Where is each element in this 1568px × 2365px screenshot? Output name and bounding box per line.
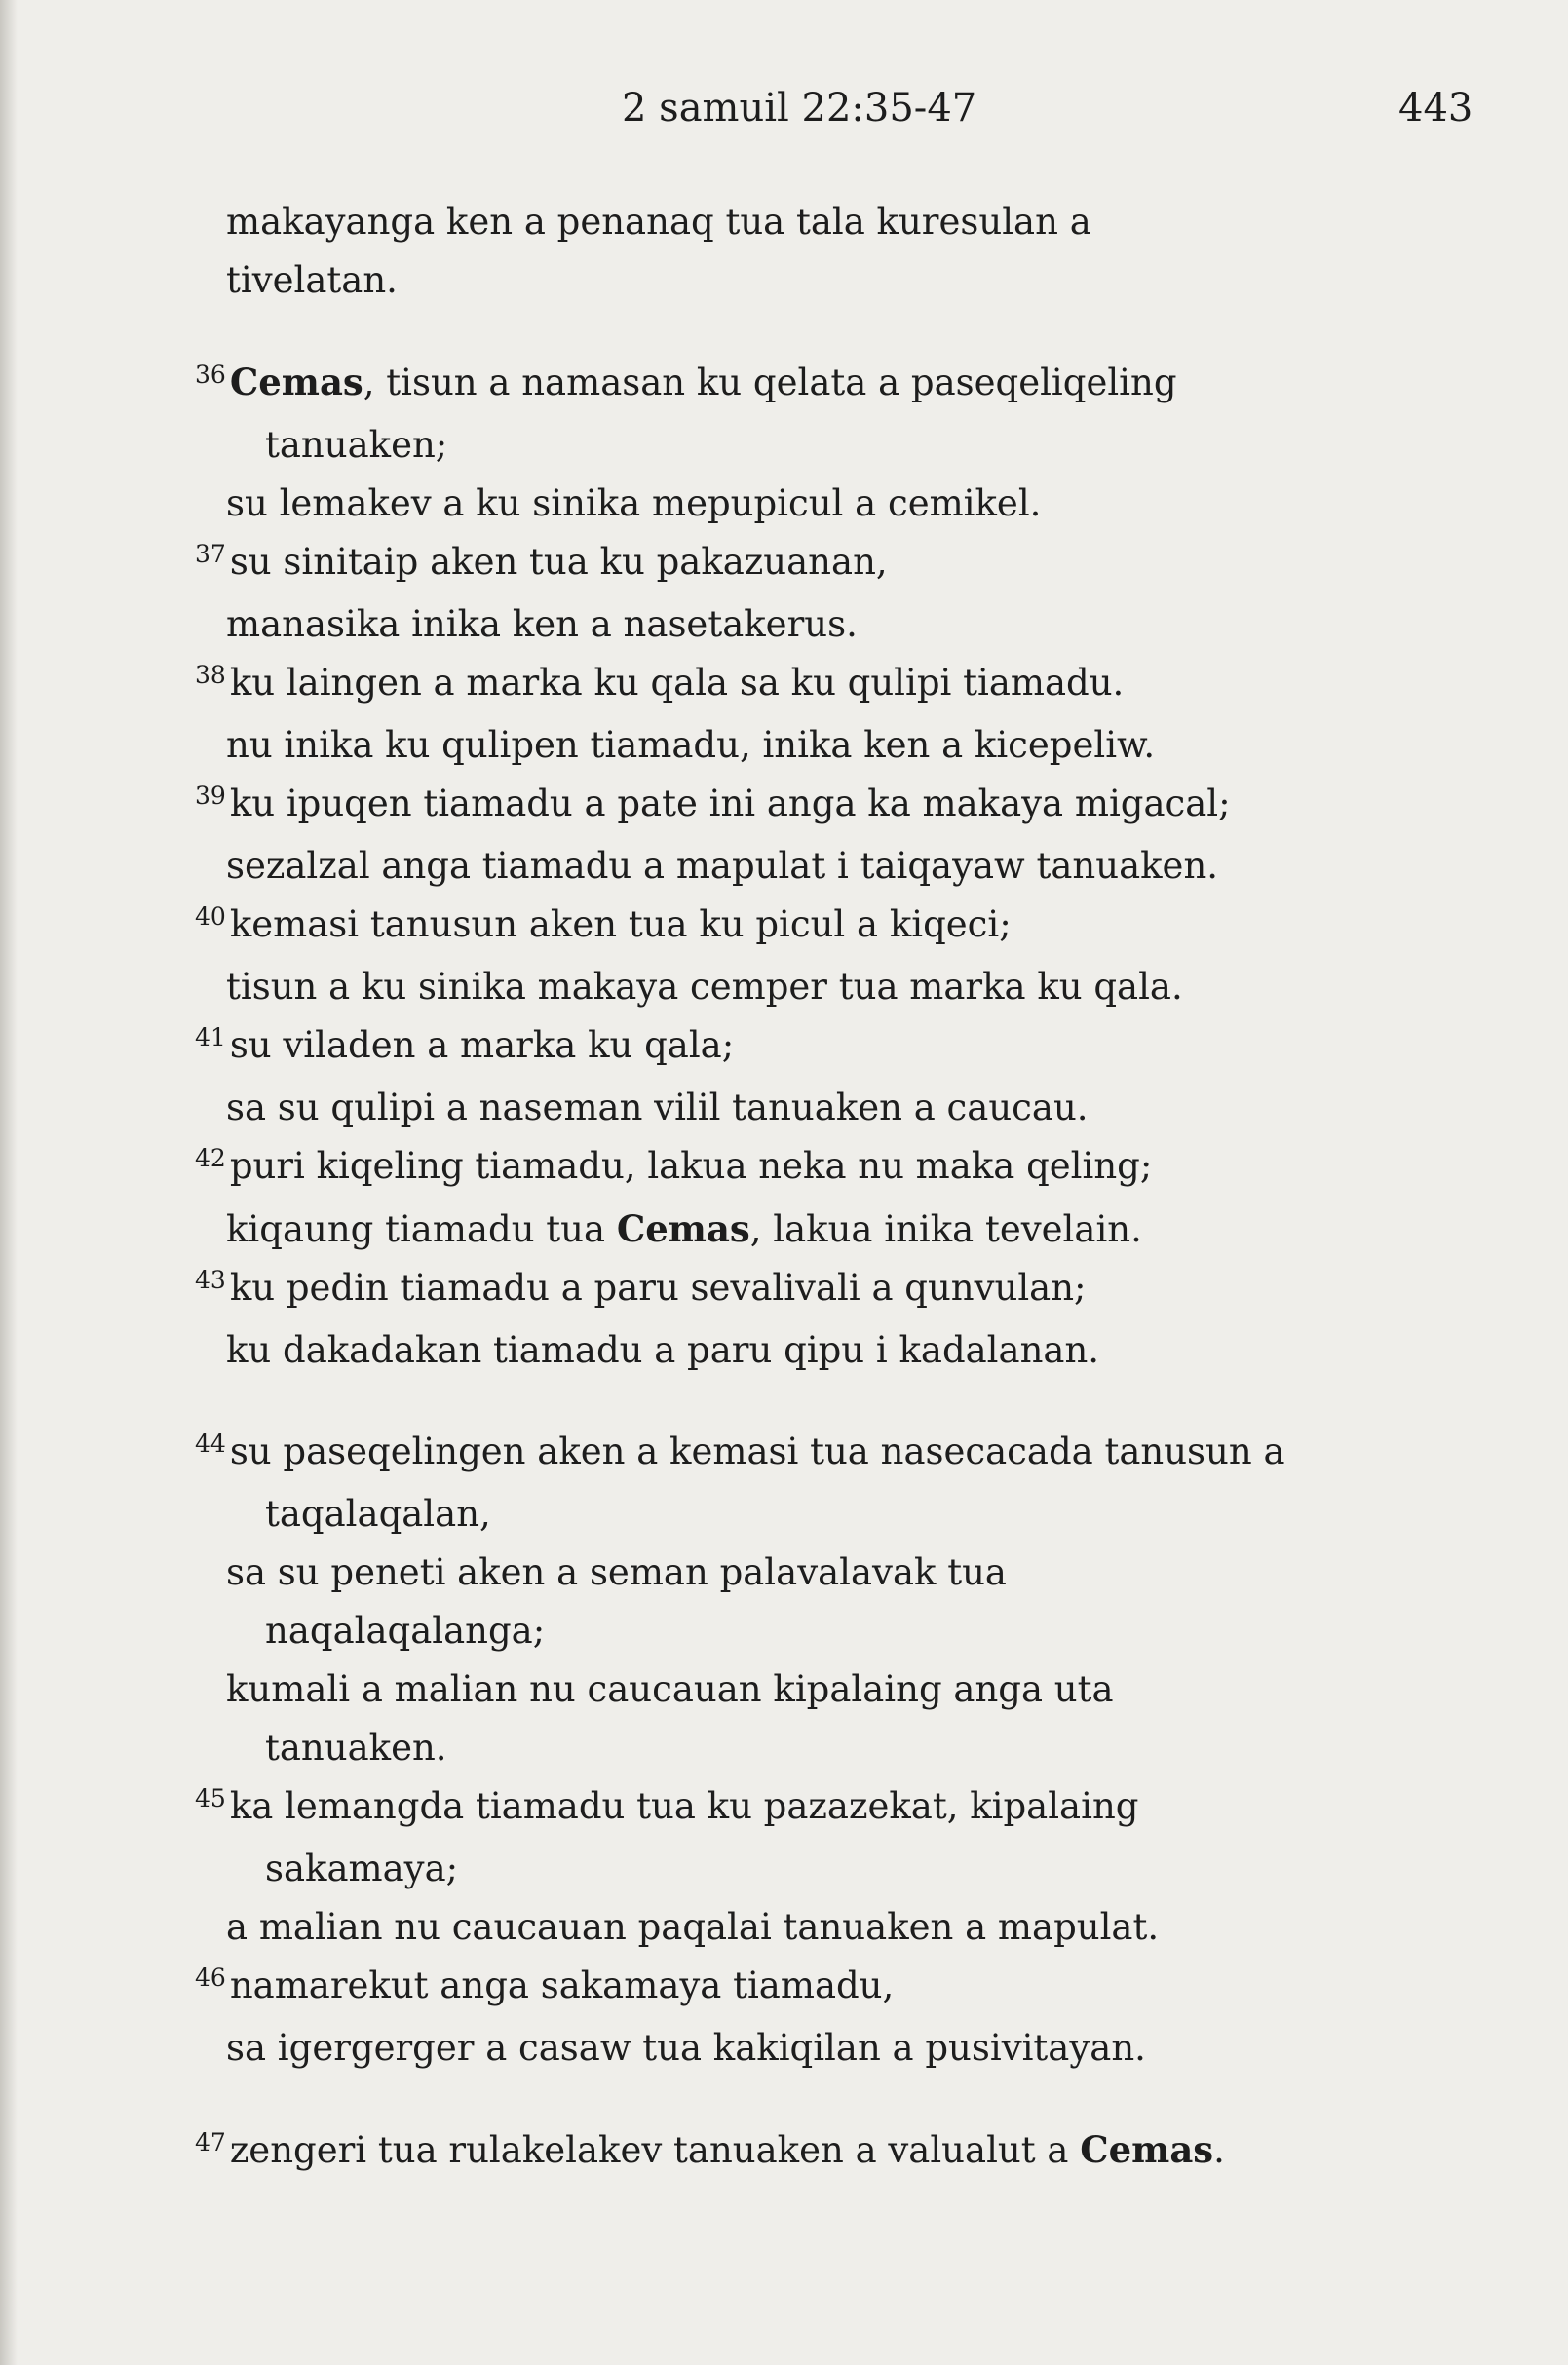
divine-name: Cemas	[1080, 2128, 1214, 2171]
verse-number: 45	[195, 1784, 226, 1812]
stanza-break	[195, 2078, 1452, 2120]
verse-41-line-1	[195, 1016, 1452, 1079]
verse-text: ku laingen a marka ku qala sa ku qulipi tiamadu.	[229, 662, 1125, 704]
verse-number: 36	[195, 361, 226, 389]
verse-number: 44	[195, 1430, 226, 1458]
verse-35-line-1: makayanga ken a penanaq tua tala kuresulan a	[226, 201, 1091, 243]
running-head: 2 samuil 22:35-47	[622, 86, 977, 131]
verse-43-line-2: ku dakadakan tiamadu a paru qipu i kadalanan.	[226, 1329, 1100, 1371]
verse-44-line-5: kumali a malian nu caucauan kipalaing anga uta	[226, 1668, 1114, 1710]
verse-38-line-2: nu inika ku qulipen tiamadu, inika ken a kicepeliw.	[226, 724, 1156, 766]
verse-47-line-1	[195, 2120, 1452, 2184]
verse-36-line-2: tanuaken;	[265, 424, 448, 466]
verse-text: namarekut anga sakamaya tiamadu,	[229, 1964, 895, 2006]
verse-number: 39	[195, 782, 226, 810]
verse-44-line-3: sa su peneti aken a seman palavalavak tua	[226, 1551, 1007, 1593]
verse-39-line-2: sezalzal anga tiamadu a mapulat i taiqayaw tanuaken.	[226, 845, 1219, 887]
stanza-break	[195, 310, 1452, 353]
verse-39-line-1	[195, 775, 1452, 837]
verse-45-line-2: sakamaya;	[265, 1848, 459, 1889]
verse-42-line-1	[195, 1137, 1452, 1200]
verse-text: su paseqelingen aken a kemasi tua nasecacada tanusun a	[229, 1430, 1285, 1472]
verse-44-line-4: naqalaqalanga;	[265, 1610, 546, 1652]
verse-text: , tisun a namasan ku qelata a paseqeliqeling	[363, 362, 1177, 403]
verse-42-line-2	[195, 1200, 1452, 1259]
verse-44-line-6: tanuaken.	[265, 1727, 447, 1769]
verse-number: 42	[195, 1144, 226, 1172]
verse-number: 40	[195, 902, 226, 931]
verse-40-line-2: tisun a ku sinika makaya cemper tua marka ku qala.	[226, 966, 1183, 1008]
verse-44-line-2: taqalaqalan,	[265, 1493, 491, 1535]
verse-number: 46	[195, 1964, 226, 1992]
verse-45-line-3: a malian nu caucauan paqalai tanuaken a mapulat.	[226, 1906, 1160, 1948]
scripture-text	[195, 193, 1452, 2184]
verse-43-line-1	[195, 1259, 1452, 1321]
page-number: 443	[1398, 86, 1473, 131]
verse-text: .	[1213, 2129, 1225, 2171]
divine-name: Cemas	[616, 1207, 750, 1250]
verse-number: 37	[195, 540, 226, 568]
verse-text: kiqaung tiamadu tua	[226, 1208, 617, 1250]
verse-text: ku ipuqen tiamadu a pate ini anga ka makaya migacal;	[229, 782, 1231, 824]
verse-37-line-2: manasika inika ken a nasetakerus.	[226, 603, 858, 645]
verse-text: kemasi tanusun aken tua ku picul a kiqeci;	[229, 903, 1012, 945]
verse-text: ku pedin tiamadu a paru sevalivali a qunvulan;	[229, 1267, 1087, 1309]
verse-text: ka lemangda tiamadu tua ku pazazekat, kipalaing	[229, 1785, 1139, 1827]
verse-text: su viladen a marka ku qala;	[229, 1024, 735, 1066]
verse-46-line-1	[195, 1957, 1452, 2019]
verse-text: , lakua inika tevelain.	[749, 1208, 1142, 1250]
verse-text: su sinitaip aken tua ku pakazuanan,	[229, 541, 888, 583]
divine-name: Cemas	[229, 361, 363, 403]
verse-number: 47	[195, 2128, 226, 2156]
verse-text: zengeri tua rulakelakev tanuaken a valualut a	[229, 2129, 1081, 2171]
page-header	[0, 86, 1568, 144]
verse-38-line-1	[195, 654, 1452, 716]
verse-40-line-1	[195, 896, 1452, 958]
verse-46-line-2: sa igergerger a casaw tua kakiqilan a pusivitayan.	[226, 2027, 1146, 2069]
stanza-break	[195, 1380, 1452, 1423]
verse-number: 43	[195, 1266, 226, 1294]
page-gutter-shadow	[0, 0, 18, 2365]
verse-36-line-1	[195, 353, 1452, 416]
verse-44-line-1	[195, 1423, 1452, 1485]
verse-45-line-1	[195, 1777, 1452, 1840]
verse-36-line-3: su lemakev a ku sinika mepupicul a cemikel.	[226, 482, 1042, 524]
verse-35-line-2: tivelatan.	[226, 259, 398, 301]
verse-text: puri kiqeling tiamadu, lakua neka nu maka qeling;	[229, 1145, 1153, 1187]
verse-37-line-1	[195, 533, 1452, 595]
verse-number: 41	[195, 1023, 226, 1051]
verse-number: 38	[195, 661, 226, 689]
verse-41-line-2: sa su qulipi a naseman vilil tanuaken a caucau.	[226, 1087, 1089, 1128]
